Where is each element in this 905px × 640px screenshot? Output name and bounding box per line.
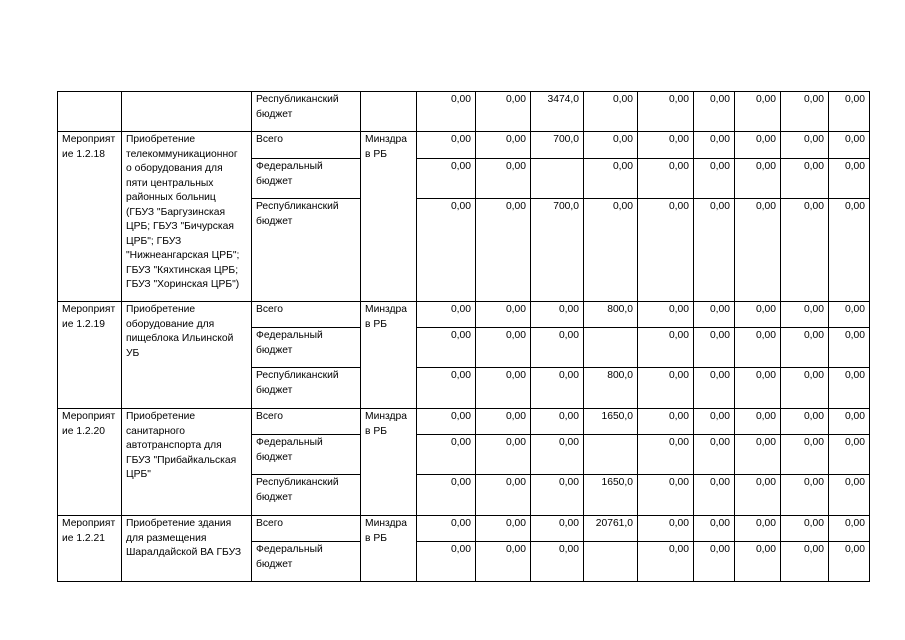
amount-cell: 0,00 bbox=[694, 199, 735, 302]
measure-code-cell: Мероприят ие 1.2.19 bbox=[58, 302, 122, 409]
measure-name-cell: Приобретение оборудование для пищеблока Ильинской УБ bbox=[122, 302, 252, 409]
amount-cell: 0,00 bbox=[531, 516, 584, 542]
amount-cell: 0,00 bbox=[694, 542, 735, 582]
amount-cell: 0,00 bbox=[417, 302, 476, 328]
funding-source-cell: Всего bbox=[252, 516, 361, 542]
measure-name-cell bbox=[122, 92, 252, 132]
amount-cell: 0,00 bbox=[476, 159, 531, 199]
amount-cell: 0,00 bbox=[638, 159, 694, 199]
amount-cell: 0,00 bbox=[417, 542, 476, 582]
amount-cell: 0,00 bbox=[694, 132, 735, 159]
amount-cell: 0,00 bbox=[694, 159, 735, 199]
amount-cell: 0,00 bbox=[638, 435, 694, 475]
amount-cell: 0,00 bbox=[829, 302, 870, 328]
amount-cell: 0,00 bbox=[417, 368, 476, 409]
amount-cell: 0,00 bbox=[638, 368, 694, 409]
responsible-cell: Минздра в РБ bbox=[361, 302, 417, 409]
amount-cell: 20761,0 bbox=[584, 516, 638, 542]
measure-name-cell: Приобретение телекоммуникационног о оборудования для пяти центральных районных больниц (ГБУЗ "Баргузинская ЦРБ; ГБУЗ "Бичурская ЦРБ"; ГБУЗ "Нижнеангарская ЦРБ"; ГБУЗ "Кяхтинская ЦРБ; ГБУЗ "Хоринская ЦРБ") bbox=[122, 132, 252, 302]
amount-cell: 0,00 bbox=[531, 368, 584, 409]
budget-table bbox=[57, 91, 870, 582]
funding-source-cell: Республиканский бюджет bbox=[252, 199, 361, 302]
amount-cell: 0,00 bbox=[735, 435, 781, 475]
amount-cell: 0,00 bbox=[694, 302, 735, 328]
measure-code-cell: Мероприят ие 1.2.20 bbox=[58, 409, 122, 516]
amount-cell: 700,0 bbox=[531, 199, 584, 302]
amount-cell: 0,00 bbox=[781, 542, 829, 582]
measure-code-cell bbox=[58, 92, 122, 132]
funding-source-cell: Республиканский бюджет bbox=[252, 92, 361, 132]
responsible-cell bbox=[361, 92, 417, 132]
amount-cell: 0,00 bbox=[781, 435, 829, 475]
amount-cell: 0,00 bbox=[476, 409, 531, 435]
amount-cell: 0,00 bbox=[476, 92, 531, 132]
amount-cell: 0,00 bbox=[476, 328, 531, 368]
amount-cell: 0,00 bbox=[694, 409, 735, 435]
amount-cell: 0,00 bbox=[417, 516, 476, 542]
amount-cell: 0,00 bbox=[829, 199, 870, 302]
amount-cell: 0,00 bbox=[638, 132, 694, 159]
amount-cell: 0,00 bbox=[476, 199, 531, 302]
amount-cell: 0,00 bbox=[781, 516, 829, 542]
amount-cell: 0,00 bbox=[735, 328, 781, 368]
amount-cell: 0,00 bbox=[531, 542, 584, 582]
amount-cell: 0,00 bbox=[735, 159, 781, 199]
responsible-cell: Минздра в РБ bbox=[361, 516, 417, 582]
amount-cell: 0,00 bbox=[735, 199, 781, 302]
amount-cell: 0,00 bbox=[781, 199, 829, 302]
amount-cell: 0,00 bbox=[638, 92, 694, 132]
amount-cell: 3474,0 bbox=[531, 92, 584, 132]
funding-source-cell: Республиканский бюджет bbox=[252, 475, 361, 516]
measure-name-cell: Приобретение здания для размещения Шаралдайской ВА ГБУЗ bbox=[122, 516, 252, 582]
funding-source-cell: Федеральный бюджет bbox=[252, 542, 361, 582]
amount-cell: 0,00 bbox=[417, 199, 476, 302]
funding-source-cell: Всего bbox=[252, 132, 361, 159]
amount-cell: 0,00 bbox=[781, 132, 829, 159]
table-row bbox=[58, 92, 870, 132]
funding-source-cell: Федеральный бюджет bbox=[252, 328, 361, 368]
amount-cell: 0,00 bbox=[531, 328, 584, 368]
amount-cell: 0,00 bbox=[531, 475, 584, 516]
amount-cell: 0,00 bbox=[476, 302, 531, 328]
amount-cell: 0,00 bbox=[584, 132, 638, 159]
amount-cell bbox=[584, 435, 638, 475]
funding-source-cell: Всего bbox=[252, 409, 361, 435]
amount-cell: 0,00 bbox=[476, 475, 531, 516]
amount-cell: 1650,0 bbox=[584, 475, 638, 516]
amount-cell: 0,00 bbox=[638, 199, 694, 302]
amount-cell: 0,00 bbox=[531, 435, 584, 475]
amount-cell: 0,00 bbox=[417, 409, 476, 435]
amount-cell: 0,00 bbox=[584, 199, 638, 302]
amount-cell: 0,00 bbox=[638, 542, 694, 582]
amount-cell: 0,00 bbox=[829, 159, 870, 199]
amount-cell: 0,00 bbox=[735, 409, 781, 435]
amount-cell: 0,00 bbox=[735, 302, 781, 328]
amount-cell: 0,00 bbox=[476, 542, 531, 582]
amount-cell: 0,00 bbox=[735, 516, 781, 542]
funding-source-cell: Республиканский бюджет bbox=[252, 368, 361, 409]
responsible-cell: Минздра в РБ bbox=[361, 409, 417, 516]
amount-cell: 0,00 bbox=[829, 328, 870, 368]
amount-cell: 800,0 bbox=[584, 368, 638, 409]
amount-cell: 0,00 bbox=[829, 516, 870, 542]
amount-cell bbox=[531, 159, 584, 199]
funding-source-cell: Федеральный бюджет bbox=[252, 435, 361, 475]
amount-cell: 0,00 bbox=[735, 132, 781, 159]
measure-name-cell: Приобретение санитарного автотранспорта для ГБУЗ "Прибайкальская ЦРБ" bbox=[122, 409, 252, 516]
amount-cell: 1650,0 bbox=[584, 409, 638, 435]
table-row bbox=[58, 132, 870, 159]
amount-cell: 0,00 bbox=[781, 368, 829, 409]
table-row bbox=[58, 409, 870, 435]
amount-cell bbox=[584, 328, 638, 368]
amount-cell: 0,00 bbox=[735, 542, 781, 582]
amount-cell: 0,00 bbox=[694, 516, 735, 542]
amount-cell: 0,00 bbox=[476, 132, 531, 159]
amount-cell: 0,00 bbox=[417, 328, 476, 368]
amount-cell: 0,00 bbox=[694, 435, 735, 475]
amount-cell: 0,00 bbox=[781, 159, 829, 199]
amount-cell: 0,00 bbox=[417, 92, 476, 132]
amount-cell: 0,00 bbox=[638, 328, 694, 368]
amount-cell: 0,00 bbox=[584, 92, 638, 132]
measure-code-cell: Мероприят ие 1.2.18 bbox=[58, 132, 122, 302]
amount-cell: 0,00 bbox=[694, 475, 735, 516]
amount-cell: 0,00 bbox=[735, 92, 781, 132]
amount-cell: 0,00 bbox=[781, 475, 829, 516]
amount-cell: 0,00 bbox=[735, 475, 781, 516]
amount-cell: 0,00 bbox=[417, 159, 476, 199]
budget-table-body bbox=[58, 92, 870, 582]
amount-cell: 0,00 bbox=[417, 132, 476, 159]
amount-cell: 0,00 bbox=[638, 302, 694, 328]
amount-cell: 0,00 bbox=[531, 302, 584, 328]
amount-cell: 0,00 bbox=[638, 475, 694, 516]
amount-cell bbox=[584, 542, 638, 582]
amount-cell: 0,00 bbox=[476, 516, 531, 542]
amount-cell: 0,00 bbox=[829, 92, 870, 132]
amount-cell: 0,00 bbox=[694, 368, 735, 409]
amount-cell: 0,00 bbox=[694, 328, 735, 368]
measure-code-cell: Мероприят ие 1.2.21 bbox=[58, 516, 122, 582]
amount-cell: 0,00 bbox=[417, 475, 476, 516]
responsible-cell: Минздра в РБ bbox=[361, 132, 417, 302]
amount-cell: 0,00 bbox=[781, 302, 829, 328]
amount-cell: 0,00 bbox=[829, 435, 870, 475]
table-row bbox=[58, 302, 870, 328]
amount-cell: 0,00 bbox=[829, 409, 870, 435]
amount-cell: 0,00 bbox=[829, 132, 870, 159]
amount-cell: 0,00 bbox=[476, 368, 531, 409]
amount-cell: 0,00 bbox=[829, 368, 870, 409]
amount-cell: 0,00 bbox=[735, 368, 781, 409]
amount-cell: 0,00 bbox=[531, 409, 584, 435]
table-row bbox=[58, 516, 870, 542]
amount-cell: 0,00 bbox=[829, 542, 870, 582]
amount-cell: 0,00 bbox=[476, 435, 531, 475]
amount-cell: 700,0 bbox=[531, 132, 584, 159]
amount-cell: 800,0 bbox=[584, 302, 638, 328]
amount-cell: 0,00 bbox=[829, 475, 870, 516]
amount-cell: 0,00 bbox=[781, 328, 829, 368]
amount-cell: 0,00 bbox=[638, 409, 694, 435]
amount-cell: 0,00 bbox=[417, 435, 476, 475]
amount-cell: 0,00 bbox=[694, 92, 735, 132]
amount-cell: 0,00 bbox=[584, 159, 638, 199]
funding-source-cell: Всего bbox=[252, 302, 361, 328]
funding-source-cell: Федеральный бюджет bbox=[252, 159, 361, 199]
amount-cell: 0,00 bbox=[781, 409, 829, 435]
amount-cell: 0,00 bbox=[781, 92, 829, 132]
amount-cell: 0,00 bbox=[638, 516, 694, 542]
